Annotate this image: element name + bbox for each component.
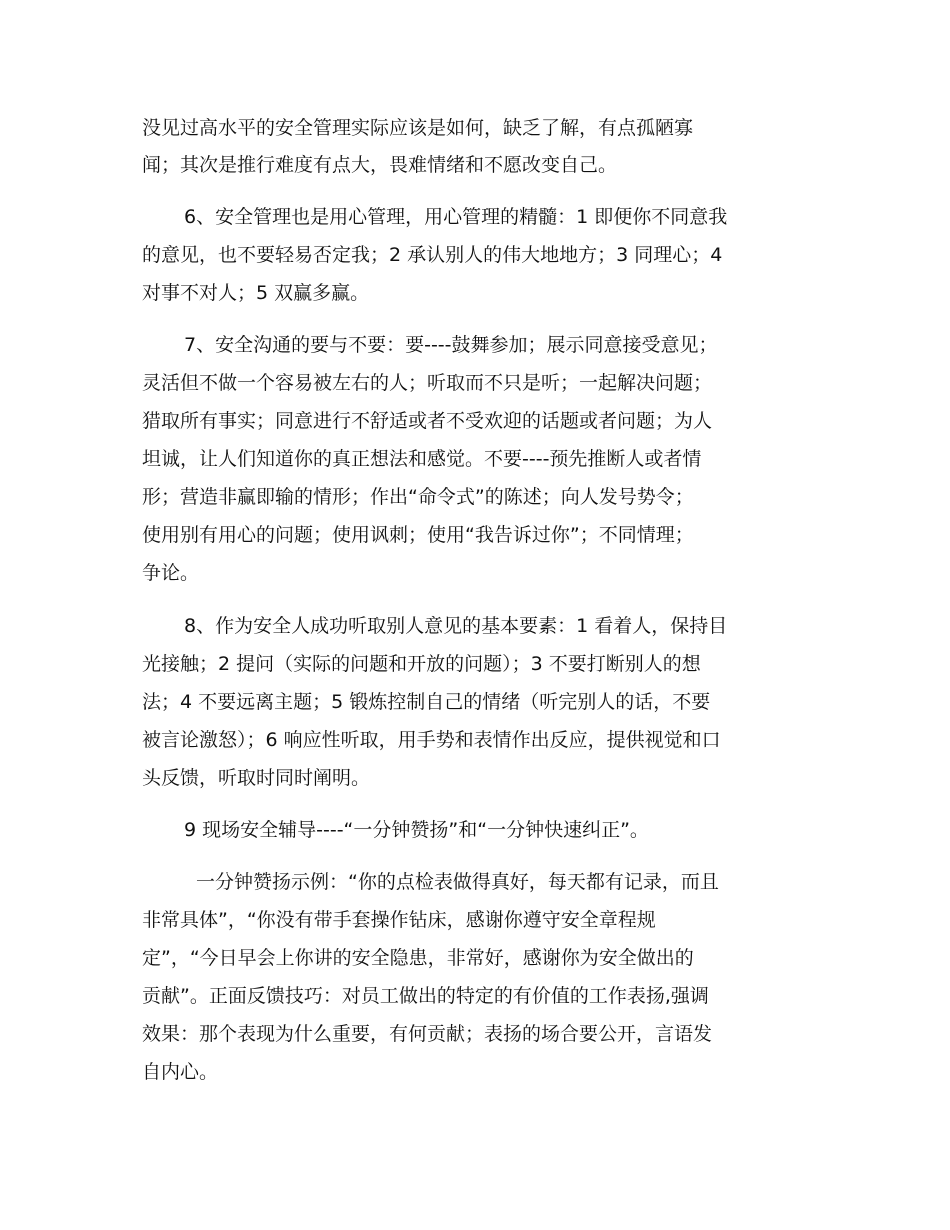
text-line: 法；4 不要远离主题；5 锻炼控制自己的情绪（听完别人的话，不要 <box>142 691 711 713</box>
text-line: 一分钟赞扬示例：“你的点检表做得真好，每天都有记录，而且 <box>196 871 719 893</box>
text-line: 的意见，也不要轻易否定我；2 承认别人的伟大地地方；3 同理心；4 <box>142 244 723 266</box>
text-line: 坦诚，让人们知道你的真正想法和感觉。不要----预先推断人或者情 <box>142 448 702 470</box>
text-line: 定”，“今日早会上你讲的安全隐患，非常好，感谢你为安全做出的 <box>142 947 694 969</box>
text-line: 自内心。 <box>142 1061 219 1083</box>
text-line: 7、安全沟通的要与不要：要----鼓舞参加；展示同意接受意见； <box>184 334 718 356</box>
text-line: 6、安全管理也是用心管理，用心管理的精髓：1 即便你不同意我 <box>184 206 728 228</box>
text-line: 被言论激怒）；6 响应性听取，用手势和表情作出反应，提供视觉和口 <box>142 729 721 751</box>
text-line: 形；营造非赢即输的情形；作出“命令式”的陈述；向人发号势令； <box>142 486 694 508</box>
text-line: 头反馈，听取时同时阐明。 <box>142 767 371 789</box>
text-line: 效果：那个表现为什么重要，有何贡献；表扬的场合要公开，言语发 <box>142 1023 713 1045</box>
text-line: 争论。 <box>142 562 200 584</box>
text-line: 非常具体”，“你没有带手套操作钻床，感谢你遵守安全章程规 <box>142 909 656 931</box>
text-line: 光接触；2 提问（实际的问题和开放的问题）；3 不要打断别人的想 <box>142 653 701 675</box>
text-line: 贡献”。正面反馈技巧：对员工做出的特定的有价值的工作表扬,强调 <box>142 985 709 1007</box>
text-line: 8、作为安全人成功听取别人意见的基本要素：1 看着人，保持目 <box>184 615 728 637</box>
text-line: 没见过高水平的安全管理实际应该是如何，缺乏了解，有点孤陋寡 <box>142 117 694 139</box>
text-line: 对事不对人；5 双赢多赢。 <box>142 282 370 304</box>
text-line: 猎取所有事实；同意进行不舒适或者不受欢迎的话题或者问题；为人 <box>142 410 713 432</box>
text-line: 闻；其次是推行难度有点大，畏难情绪和不愿改变自己。 <box>142 154 618 176</box>
text-line: 9 现场安全辅导----“一分钟赞扬”和“一分钟快速纠正”。 <box>184 819 649 841</box>
text-line: 使用别有用心的问题；使用讽刺；使用“我告诉过你”；不同情理； <box>142 524 694 546</box>
text-line: 灵活但不做一个容易被左右的人；听取而不只是听；一起解决问题； <box>142 372 713 394</box>
